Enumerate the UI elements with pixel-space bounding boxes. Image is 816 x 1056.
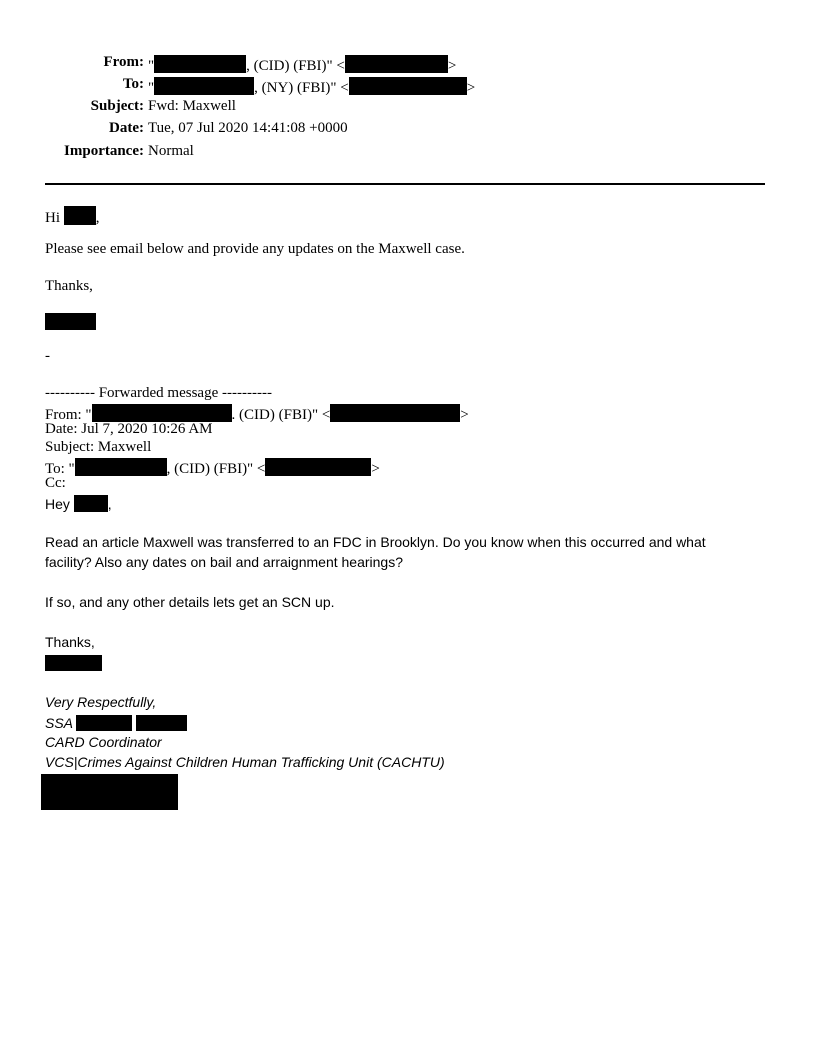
redaction-block bbox=[349, 77, 467, 95]
subject-label: Subject: bbox=[90, 98, 144, 114]
forwarded-thanks: Thanks, bbox=[45, 634, 95, 650]
redaction-block bbox=[345, 55, 448, 73]
signature-unit: VCS|Crimes Against Children Human Trafficking Unit (CACHTU) bbox=[45, 754, 445, 770]
signature-name: SSA bbox=[45, 715, 187, 731]
forwarded-para-line: facility? Also any dates on bail and arraignment hearings? bbox=[45, 554, 403, 570]
importance-value: Normal bbox=[148, 143, 194, 159]
header-divider bbox=[45, 183, 765, 185]
subject-value: Fwd: Maxwell bbox=[148, 98, 236, 114]
redaction-block bbox=[265, 458, 371, 476]
redaction-block bbox=[75, 458, 167, 476]
importance-label: Importance: bbox=[64, 143, 144, 159]
forwarded-from: From: " . (CID) (FBI)" < > bbox=[45, 404, 469, 423]
redaction-block bbox=[45, 655, 102, 671]
forwarded-greeting: Hey , bbox=[45, 496, 112, 512]
body-line: Please see email below and provide any updates on the Maxwell case. bbox=[45, 241, 465, 257]
date-value: Tue, 07 Jul 2020 14:41:08 +0000 bbox=[148, 120, 348, 136]
date-label: Date: bbox=[109, 120, 144, 136]
from-label: From: bbox=[103, 54, 144, 70]
forwarded-to: To: " , (CID) (FBI)" < > bbox=[45, 458, 380, 477]
signature-title: CARD Coordinator bbox=[45, 734, 162, 750]
redaction-block bbox=[64, 206, 96, 225]
redaction-block bbox=[41, 774, 178, 810]
thanks-text: Thanks, bbox=[45, 278, 93, 294]
dash-text: - bbox=[45, 348, 50, 364]
forwarded-para: If so, and any other details lets get an SCN up. bbox=[45, 594, 335, 610]
signature-closing: Very Respectfully, bbox=[45, 694, 157, 710]
forwarded-para-line: Read an article Maxwell was transferred to an FDC in Brooklyn. Do you know when this occurred and what bbox=[45, 534, 706, 550]
redaction-block bbox=[330, 404, 460, 422]
from-value: " , (CID) (FBI)" < > bbox=[148, 55, 456, 74]
greeting: Hi , bbox=[45, 206, 100, 226]
to-value: " , (NY) (FBI)" < > bbox=[148, 77, 475, 96]
redaction-block bbox=[136, 715, 187, 731]
redaction-block bbox=[92, 404, 232, 422]
forwarded-subject: Subject: Maxwell bbox=[45, 439, 152, 455]
forwarded-divider: ---------- Forwarded message ---------- bbox=[45, 385, 272, 401]
redaction-block bbox=[76, 715, 132, 731]
forwarded-cc: Cc: bbox=[45, 475, 66, 491]
redaction-block bbox=[45, 313, 96, 330]
redaction-block bbox=[74, 495, 108, 512]
redaction-block bbox=[154, 55, 246, 73]
forwarded-date: Date: Jul 7, 2020 10:26 AM bbox=[45, 421, 213, 437]
redaction-block bbox=[154, 77, 254, 95]
to-label: To: bbox=[122, 76, 144, 92]
